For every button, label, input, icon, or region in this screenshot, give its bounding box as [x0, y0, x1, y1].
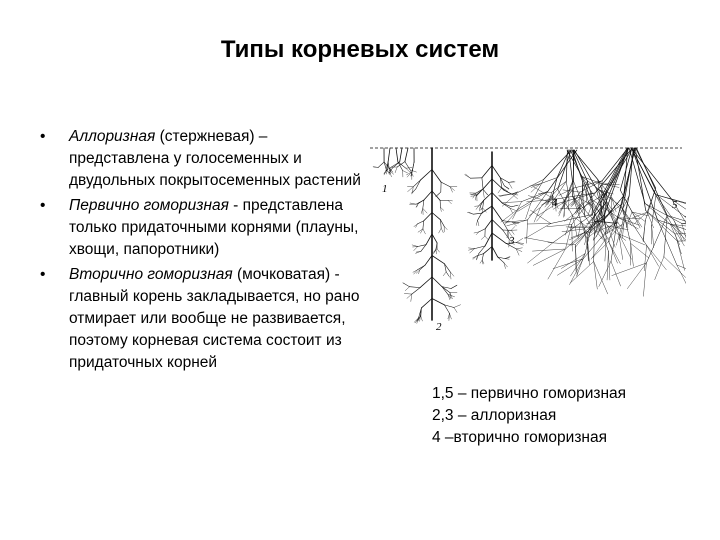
legend-item-secondary-homorhizal: 4 –вторично гоморизная [432, 429, 607, 446]
description-primary-homorhizal: - представлена только придаточными корнями (плауны, хвощи, папоротники) [69, 197, 359, 258]
list-item-allorhizal [38, 126, 368, 192]
legend-item-allorhizal: 2,3 – аллоризная [432, 407, 557, 424]
legend-item-primary-homorhizal: 1,5 – первично гоморизная [432, 385, 627, 402]
root-types-list [38, 126, 368, 377]
list-item-primary-homorhizal [38, 195, 368, 261]
figure-label-4: 4 [552, 197, 558, 209]
term-primary-homorhizal: Первично гоморизная [69, 197, 229, 214]
figure-legend [432, 383, 702, 449]
bullet-marker: • [40, 197, 46, 214]
term-allorhizal: Аллоризная [69, 128, 156, 145]
slide-title: Типы корневых систем [220, 36, 500, 63]
description-allorhizal: (стержневая) – представлена у голосеменных и двудольных покрытосеменных растений [69, 128, 361, 189]
figure-label-5: 5 [672, 199, 678, 211]
term-secondary-homorhizal: Вторично гоморизная [69, 266, 233, 283]
figure-label-3: 3 [509, 235, 515, 247]
bullet-marker: • [40, 266, 46, 283]
figure-label-2: 2 [436, 321, 442, 333]
root-drawings [373, 148, 686, 323]
figure-label-1: 1 [382, 183, 388, 195]
bullet-marker: • [40, 128, 46, 145]
description-secondary-homorhizal: (мочковатая) - главный корень закладывается, но рано отмирает или вообще не развивается, поэтому корневая система состоит из придаточных корней [69, 266, 360, 371]
root-systems-illustration [366, 130, 686, 335]
list-item-secondary-homorhizal [38, 264, 368, 374]
